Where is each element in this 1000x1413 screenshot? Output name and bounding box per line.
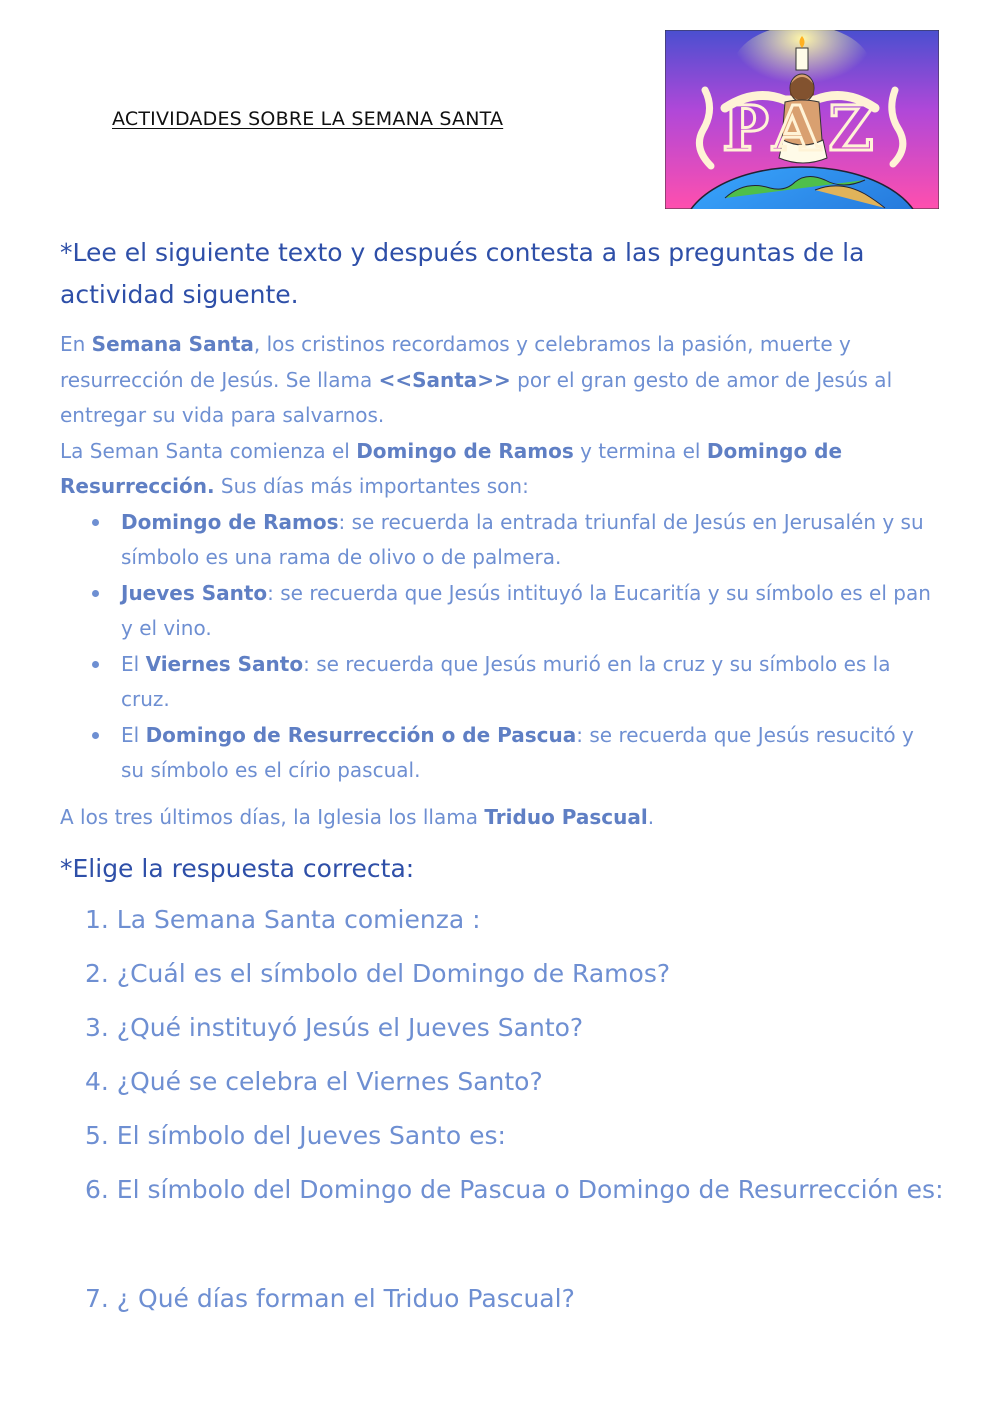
day-name: Domingo de Resurrección o de Pascua (145, 722, 577, 747)
quiz-instruction: *Elige la respuesta correcta: (60, 854, 415, 883)
question-item: 2. ¿Cuál es el símbolo del Domingo de Ramos? (85, 959, 671, 988)
term-triduo-pascual: Triduo Pascual (484, 804, 648, 829)
question-item: 7. ¿ Qué días forman el Triduo Pascual? (85, 1284, 575, 1313)
question-item: 4. ¿Qué se celebra el Viernes Santo? (85, 1067, 543, 1096)
reading-paragraph-1: En Semana Santa, los cristinos recordamos y celebramos la pasión, muerte y resurrección de Jesús. Se llama <<Santa>> por el gran gesto de amor de Jesús al entregar su vida para salvarnos. (60, 332, 893, 427)
day-name: Jueves Santo (121, 580, 268, 605)
day-name: Domingo de Ramos (121, 509, 339, 534)
term-santa: <<Santa>> (378, 367, 511, 392)
paz-word: PAZ (722, 92, 882, 165)
term-semana-santa: Semana Santa (91, 332, 254, 356)
reading-instruction: *Lee el siguiente texto y después contesta a las preguntas de la actividad siguente. (60, 238, 865, 309)
days-list (60, 505, 940, 789)
reading-paragraph-2: La Seman Santa comienza el Domingo de Ramos y termina el Domingo de Resurrección. Sus días más importantes son: (60, 438, 843, 498)
term-domingo-resurreccion: Domingo de Resurrección. (60, 438, 843, 498)
term-domingo-ramos: Domingo de Ramos (356, 438, 574, 463)
reading-text (60, 327, 940, 835)
reading-closing: A los tres últimos días, la Iglesia los llama Triduo Pascual. (60, 804, 655, 829)
paz-illustration (665, 30, 939, 209)
day-item: El Viernes Santo: se recuerda que Jesús murió en la cruz y su símbolo es la cruz. (121, 647, 940, 718)
page-title: ACTIVIDADES SOBRE LA SEMANA SANTA (112, 108, 504, 130)
question-item: 6. El símbolo del Domingo de Pascua o Domingo de Resurrección es: (85, 1175, 944, 1204)
day-item: Jueves Santo: se recuerda que Jesús intituyó la Eucaritía y su símbolo es el pan y el vino. (121, 576, 940, 647)
day-item: El Domingo de Resurrección o de Pascua: se recuerda que Jesús resucitó y su símbolo es el círio pascual. (121, 718, 940, 789)
question-item: 5. El símbolo del Jueves Santo es: (85, 1121, 506, 1150)
day-name: Viernes Santo (145, 651, 304, 676)
question-item: 3. ¿Qué instituyó Jesús el Jueves Santo? (85, 1013, 584, 1042)
day-item: Domingo de Ramos: se recuerda la entrada triunfal de Jesús en Jerusalén y su símbolo es una rama de olivo o de palmera. (121, 505, 940, 576)
question-item: 1. La Semana Santa comienza : (85, 905, 481, 934)
